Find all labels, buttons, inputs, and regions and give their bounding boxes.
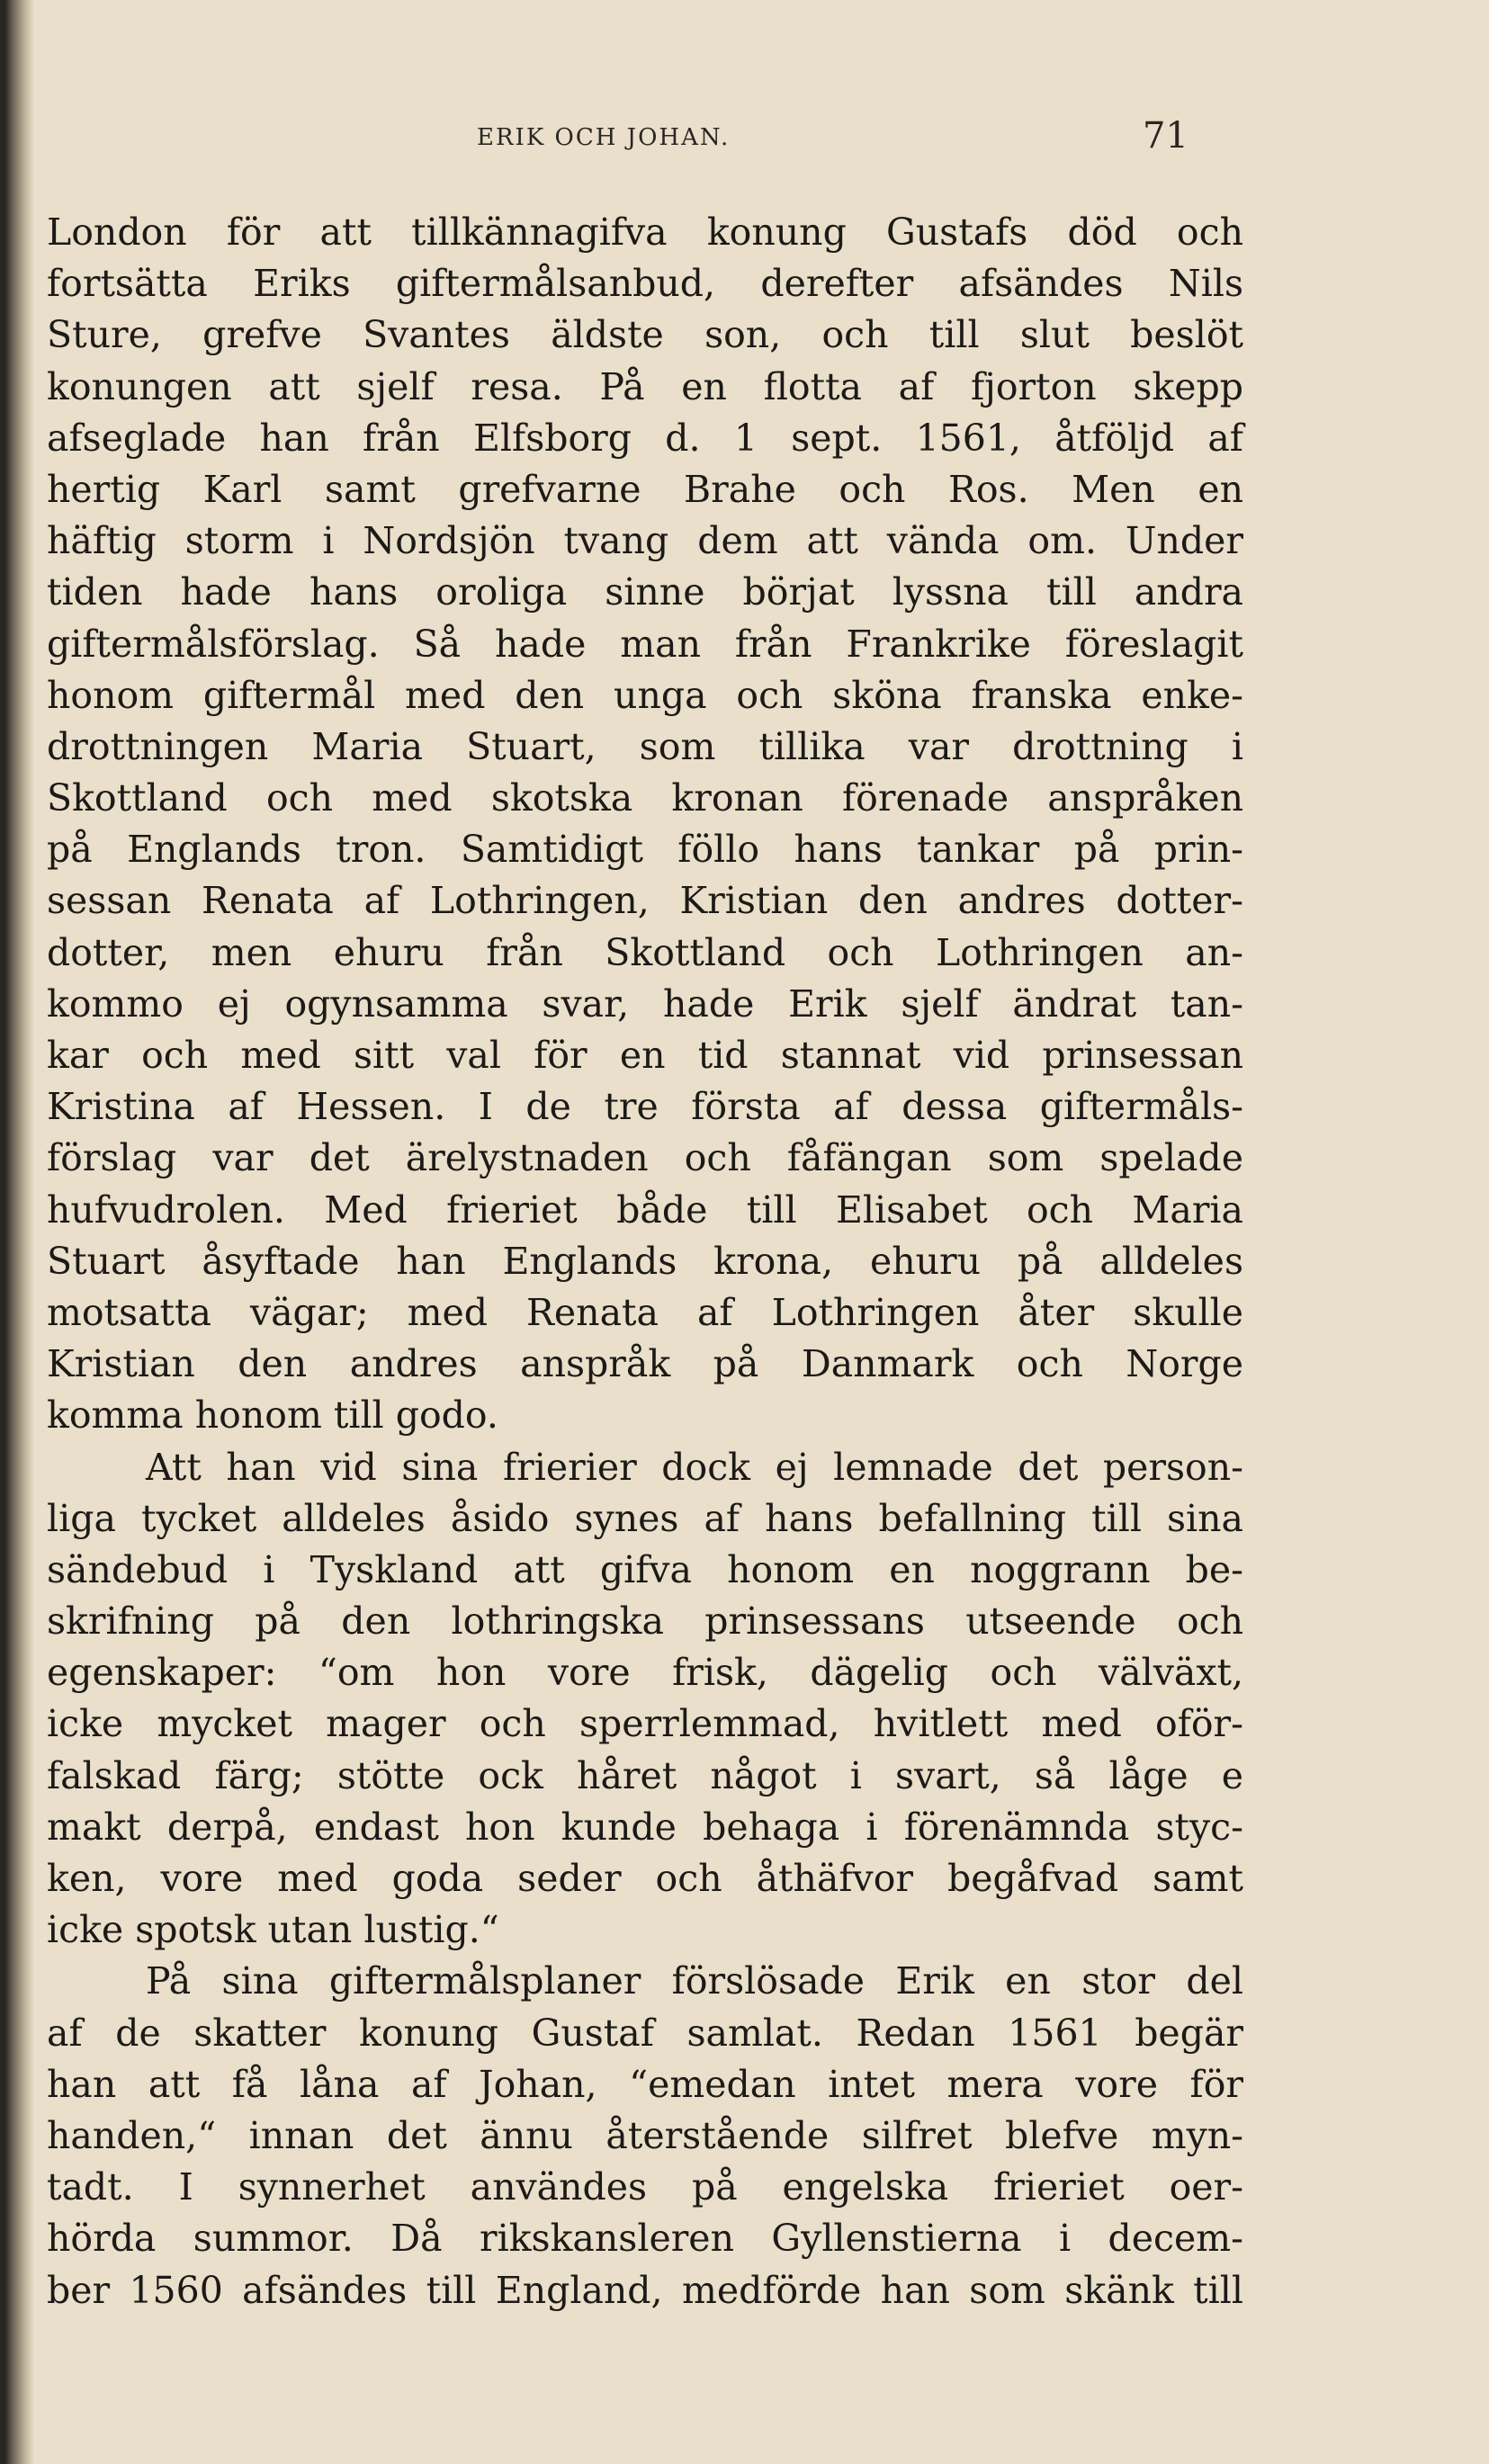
text-line: konungen att sjelf resa. På en flotta af fjorton skepp (47, 364, 1243, 408)
text-line: honom giftermål med den unga och sköna franska enke- (47, 673, 1243, 717)
text-line: ken, vore med goda seder och åthäfvor begåfvad samt (47, 1857, 1243, 1900)
paragraph (47, 1442, 1243, 1957)
text-line: sändebud i Tyskland att gifva honom en noggrann be- (47, 1547, 1243, 1591)
text-line: häftig storm i Nordsjön tvang dem att vända om. Under (47, 519, 1243, 563)
text-line: handen,“ innan det ännu återstående silfret blefve myn- (47, 2113, 1243, 2157)
text-line: dotter, men ehuru från Skottland och Lothringen an- (47, 930, 1243, 974)
text-line: liga tycket alldeles åsido synes af hans befallning till sina (47, 1496, 1243, 1540)
text-line: Sture, grefve Svantes äldste son, och till slut beslöt (47, 313, 1243, 357)
text-line: egenskaper: “om hon vore frisk, dägelig och välväxt, (47, 1651, 1243, 1695)
text-line: tiden hade hans oroliga sinne börjat lyssna till andra (47, 570, 1243, 614)
text-line: motsatta vägar; med Renata af Lothringen åter skulle (47, 1290, 1243, 1334)
text-line: Att han vid sina frierier dock ej lemnade det person- (146, 1445, 1243, 1489)
text-line: drottningen Maria Stuart, som tillika var drottning i (47, 724, 1243, 768)
text-line: afseglade han från Elfsborg d. 1 sept. 1561, åtföljd af (47, 416, 1243, 460)
text-line: fortsätta Eriks giftermålsanbud, derefter afsändes Nils (47, 262, 1243, 306)
text-line: sessan Renata af Lothringen, Kristian den andres dotter- (47, 879, 1243, 923)
text-line: hörda summor. Då rikskansleren Gyllenstierna i decem- (47, 2217, 1243, 2261)
text-line: ber 1560 afsändes till England, medförde han som skänk till (47, 2268, 1243, 2312)
text-line: tadt. I synnerhet användes på engelska frieriet oer- (47, 2165, 1243, 2209)
text-line: icke spotsk utan lustig.“ (47, 1908, 499, 1952)
page-number: 71 (1143, 115, 1189, 157)
text-line: Kristian den andres anspråk på Danmark och Norge (47, 1342, 1243, 1386)
text-line: Stuart åsyftade han Englands krona, ehuru på alldeles (47, 1239, 1243, 1283)
paragraph (47, 1956, 1243, 2316)
body-text (47, 207, 1243, 2316)
text-line: giftermålsförslag. Så hade man från Frankrike föreslagit (47, 622, 1243, 666)
running-head: ERIK OCH JOHAN. (477, 124, 731, 151)
text-line: Kristina af Hessen. I de tre första af dessa giftermåls- (47, 1085, 1243, 1129)
text-line: icke mycket mager och sperrlemmad, hvitlett med oför- (47, 1702, 1243, 1746)
text-line: komma honom till godo. (47, 1393, 498, 1438)
text-line: kar och med sitt val för en tid stannat vid prinsessan (47, 1034, 1243, 1077)
text-line: skrifning på den lothringska prinsessans utseende och (47, 1599, 1243, 1644)
text-line: hertig Karl samt grefvarne Brahe och Ros. Men en (47, 467, 1243, 511)
text-line: förslag var det ärelystnaden och fåfängan som spelade (47, 1136, 1243, 1180)
text-line: makt derpå, endast hon kunde behaga i förenämnda styc- (47, 1805, 1243, 1849)
text-line: af de skatter konung Gustaf samlat. Redan 1561 begär (47, 2011, 1243, 2055)
text-line: Skottland och med skotska kronan förenade anspråken (47, 776, 1243, 820)
text-line: på Englands tron. Samtidigt föllo hans tankar på prin- (47, 828, 1243, 872)
text-line: falskad färg; stötte ock håret något i svart, så låge e (47, 1753, 1243, 1797)
text-line: kommo ej ogynsamma svar, hade Erik sjelf ändrat tan- (47, 981, 1243, 1026)
text-line: han att få låna af Johan, “emedan intet mera vore för (47, 2062, 1243, 2106)
paragraph (47, 207, 1243, 1442)
text-line: På sina giftermålsplaner förslösade Erik en stor del (146, 1959, 1243, 2003)
text-line: London för att tillkännagifva konung Gustafs död och (47, 211, 1243, 254)
text-line: hufvudrolen. Med frieriet både till Elisabet och Maria (47, 1187, 1243, 1232)
